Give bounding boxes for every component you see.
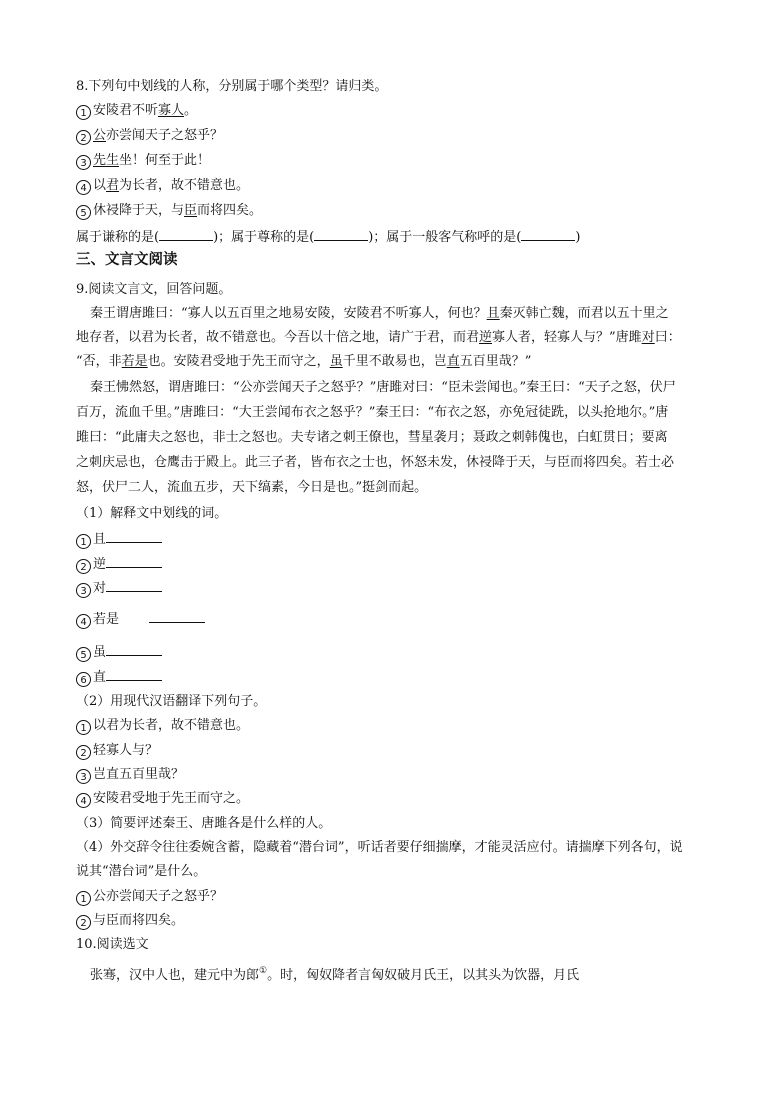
circled-number: 3 — [76, 769, 91, 784]
q9-para2-line2: 百万，流血千里。”唐雎曰：“大王尝闻布衣之怒乎？”秦王曰：“布衣之怒，亦免冠徒跣，以头抢地尔。”唐 — [76, 405, 669, 420]
q9-para1-line3: “否，非若是也。安陵君受地于先王而守之，虽千里不敢易也，岂直五百里哉？” — [76, 354, 532, 369]
section-heading: 三、文言文阅读 — [76, 252, 178, 268]
q9-sub1: （1）解释文中划线的词。 — [76, 506, 228, 521]
answer-blank[interactable] — [314, 227, 368, 241]
sub4-item-1: 1 公亦尝闻天子之怒乎？ — [76, 888, 223, 906]
underlined-word: 公 — [93, 128, 107, 143]
circled-number: 2 — [76, 745, 91, 760]
q9-para2-line5: 怒，伏尸二人，流血五步，天下缟素，今日是也。”挺剑而起。 — [76, 480, 428, 495]
q8-item-3: 3 先生坐！何至于此！ — [76, 152, 210, 170]
q9-para2-line1: 秦王怫然怒，谓唐雎曰：“公亦尝闻天子之怒乎？”唐雎对曰：“臣未尝闻也。”秦王曰：“天子之怒，伏尸 — [90, 380, 676, 395]
q8-item-5: 5 休祲降于天，与臣而将四矣。 — [76, 202, 262, 220]
circled-number: 5 — [76, 205, 91, 220]
circled-number: 5 — [76, 647, 91, 662]
q8-item-1: 1 安陵君不听寡人。 — [76, 102, 197, 120]
q10-title: 10.阅读选文 — [76, 937, 149, 952]
underlined-word: 虽 — [329, 354, 343, 369]
answer-blank[interactable] — [106, 578, 162, 592]
word-item-5: 5 虽 — [76, 642, 162, 662]
underlined-word: 若是 — [121, 354, 148, 369]
word-item-2: 2 逆 — [76, 554, 162, 574]
trans-item-2: 2 轻寡人与？ — [76, 742, 158, 760]
answer-blank[interactable] — [106, 529, 162, 543]
q8-item-4: 4 以君为长者，故不错意也。 — [76, 177, 249, 195]
underlined-word: 先生 — [93, 153, 120, 168]
circled-number: 1 — [76, 105, 91, 120]
trans-item-1: 1 以君为长者，故不错意也。 — [76, 717, 249, 735]
answer-blank[interactable] — [106, 642, 162, 656]
answer-blank[interactable] — [149, 609, 205, 623]
q9-para1-line2: 地存者，以君为长者，故不错意也。今吾以十倍之地，请广于君，而君逆寡人者，轻寡人与？”唐雎对曰： — [76, 330, 681, 345]
answer-blank[interactable] — [106, 554, 162, 568]
circled-number: 1 — [76, 534, 91, 549]
circled-number: 2 — [76, 915, 91, 930]
underlined-word: 直 — [446, 354, 460, 369]
underlined-word: 对 — [641, 330, 655, 345]
underlined-word: 且 — [486, 306, 500, 321]
q9-para2-line3: 雎曰：“此庸夫之怒也，非士之怒也。夫专诸之刺王僚也，彗星袭月；聂政之刺韩傀也，白虹贯日；要离 — [76, 430, 668, 445]
q9-para2-line4: 之刺庆忌也，仓鹰击于殿上。此三子者，皆布衣之士也，怀怒未发，休祲降于天，与臣而将四矣。若士必 — [76, 455, 675, 470]
circled-number: 6 — [76, 672, 91, 687]
q9-sub4-line2: 说其“潜台词”是什么。 — [76, 864, 207, 879]
word-item-4: 4 若是 — [76, 609, 205, 629]
underlined-word: 寡人 — [158, 103, 185, 118]
word-item-6: 6 直 — [76, 667, 162, 687]
answer-blank[interactable] — [521, 227, 575, 241]
q9-sub4-line1: （4）外交辞令往往委婉含蓄，隐藏着“潜台词”，听话者要仔细揣摩，才能灵活应付。请揣摩下列各句，说 — [76, 840, 683, 855]
q8-classify-line: 属于谦称的是( )；属于尊称的是( )；属于一般客气称呼的是( ) — [76, 227, 580, 247]
circled-number: 4 — [76, 180, 91, 195]
circled-number: 3 — [76, 583, 91, 598]
circled-number: 3 — [76, 155, 91, 170]
trans-item-4: 4 安陵君受地于先王而守之。 — [76, 790, 249, 808]
sub4-item-2: 2 与臣而将四矣。 — [76, 912, 184, 930]
word-item-1: 1 且 — [76, 529, 162, 549]
circled-number: 2 — [76, 130, 91, 145]
circled-number: 1 — [76, 891, 91, 906]
answer-blank[interactable] — [159, 227, 213, 241]
word-item-3: 3 对 — [76, 578, 162, 598]
underlined-word: 逆 — [479, 330, 493, 345]
q9-sub2: （2）用现代汉语翻译下列句子。 — [76, 694, 267, 709]
underlined-word: 臣 — [184, 203, 198, 218]
q10-line1: 张骞，汉中人也，建元中为郎①。时，匈奴降者言匈奴破月氏王，以其头为饮器，月氏 — [90, 966, 580, 983]
q9-sub3: （3）简要评述秦王、唐雎各是什么样的人。 — [76, 816, 332, 831]
q8-title: 8.下列句中划线的人称，分别属于哪个类型？请归类。 — [76, 79, 388, 94]
trans-item-3: 3 岂直五百里哉？ — [76, 766, 184, 784]
q9-para1-line1: 秦王谓唐雎曰：“寡人以五百里之地易安陵，安陵君不听寡人，何也？且秦灭韩亡魏，而君以五十里之 — [90, 306, 669, 321]
q8-item-2: 2 公亦尝闻天子之怒乎？ — [76, 127, 223, 145]
circled-number: 4 — [76, 793, 91, 808]
footnote-marker: ① — [259, 966, 268, 976]
circled-number: 2 — [76, 559, 91, 574]
circled-number: 1 — [76, 720, 91, 735]
underlined-word: 君 — [106, 178, 120, 193]
q9-title: 9.阅读文言文，回答问题。 — [76, 282, 232, 297]
circled-number: 4 — [76, 614, 91, 629]
answer-blank[interactable] — [106, 667, 162, 681]
